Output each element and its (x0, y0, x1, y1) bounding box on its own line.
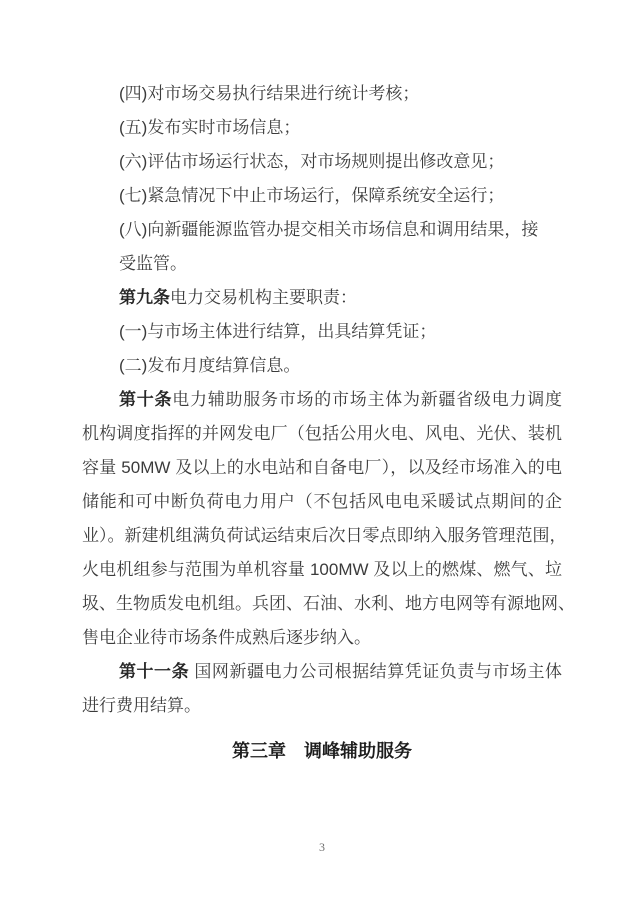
text-line: (六)评估市场运行状态，对市场规则提出修改意见； (119, 152, 505, 171)
text-line: 圾、生物质发电机组。兵团、石油、水利、地方电网等有源地网、 (82, 594, 575, 613)
text-line (119, 281, 562, 315)
article-text: 电力辅助服务市场的市场主体为新疆省级电力调度 (172, 390, 562, 409)
chapter-heading: 第三章 调峰辅助服务 (232, 741, 412, 761)
text-line: 受监管。 (119, 254, 187, 273)
text-line: (八)向新疆能源监管办提交相关市场信息和调用结果，接 (119, 220, 539, 239)
text-line: 容量 50MW 及以上的水电站和自备电厂），以及经市场准入的电 (82, 458, 562, 477)
text-line: (五)发布实时市场信息； (119, 118, 301, 137)
article-text: 电力交易机构主要职责： (170, 288, 357, 307)
page-number: 3 (319, 840, 325, 854)
text-line (82, 655, 562, 689)
text-line: (二)发布月度结算信息。 (119, 356, 301, 375)
text-line (82, 383, 562, 417)
article-number-label: 第十一条 (119, 662, 190, 681)
text-line: 机构调度指挥的并网发电厂（包括公用火电、风电、光伏、装机 (82, 424, 562, 443)
text-line: (七)紧急情况下中止市场运行，保障系统安全运行； (119, 186, 505, 205)
text-line: (四)对市场交易执行结果进行统计考核； (119, 84, 420, 103)
text-line: 售电企业待市场条件成熟后逐步纳入。 (82, 628, 371, 647)
article-number-label: 第十条 (119, 390, 173, 409)
text-line: 火电机组参与范围为单机容量 100MW 及以上的燃煤、燃气、垃 (82, 560, 562, 579)
text-line: 储能和可中断负荷电力用户（不包括风电电采暖试点期间的企 (82, 492, 562, 511)
article-number-label: 第九条 (119, 288, 170, 307)
text-line: 进行费用结算。 (82, 696, 201, 715)
text-line: (一)与市场主体进行结算，出具结算凭证； (119, 322, 437, 341)
text-line: 业）。新建机组满负荷试运结束后次日零点即纳入服务管理范围， (82, 526, 567, 545)
article-text: 国网新疆电力公司根据结算凭证负责与市场主体 (189, 662, 562, 681)
